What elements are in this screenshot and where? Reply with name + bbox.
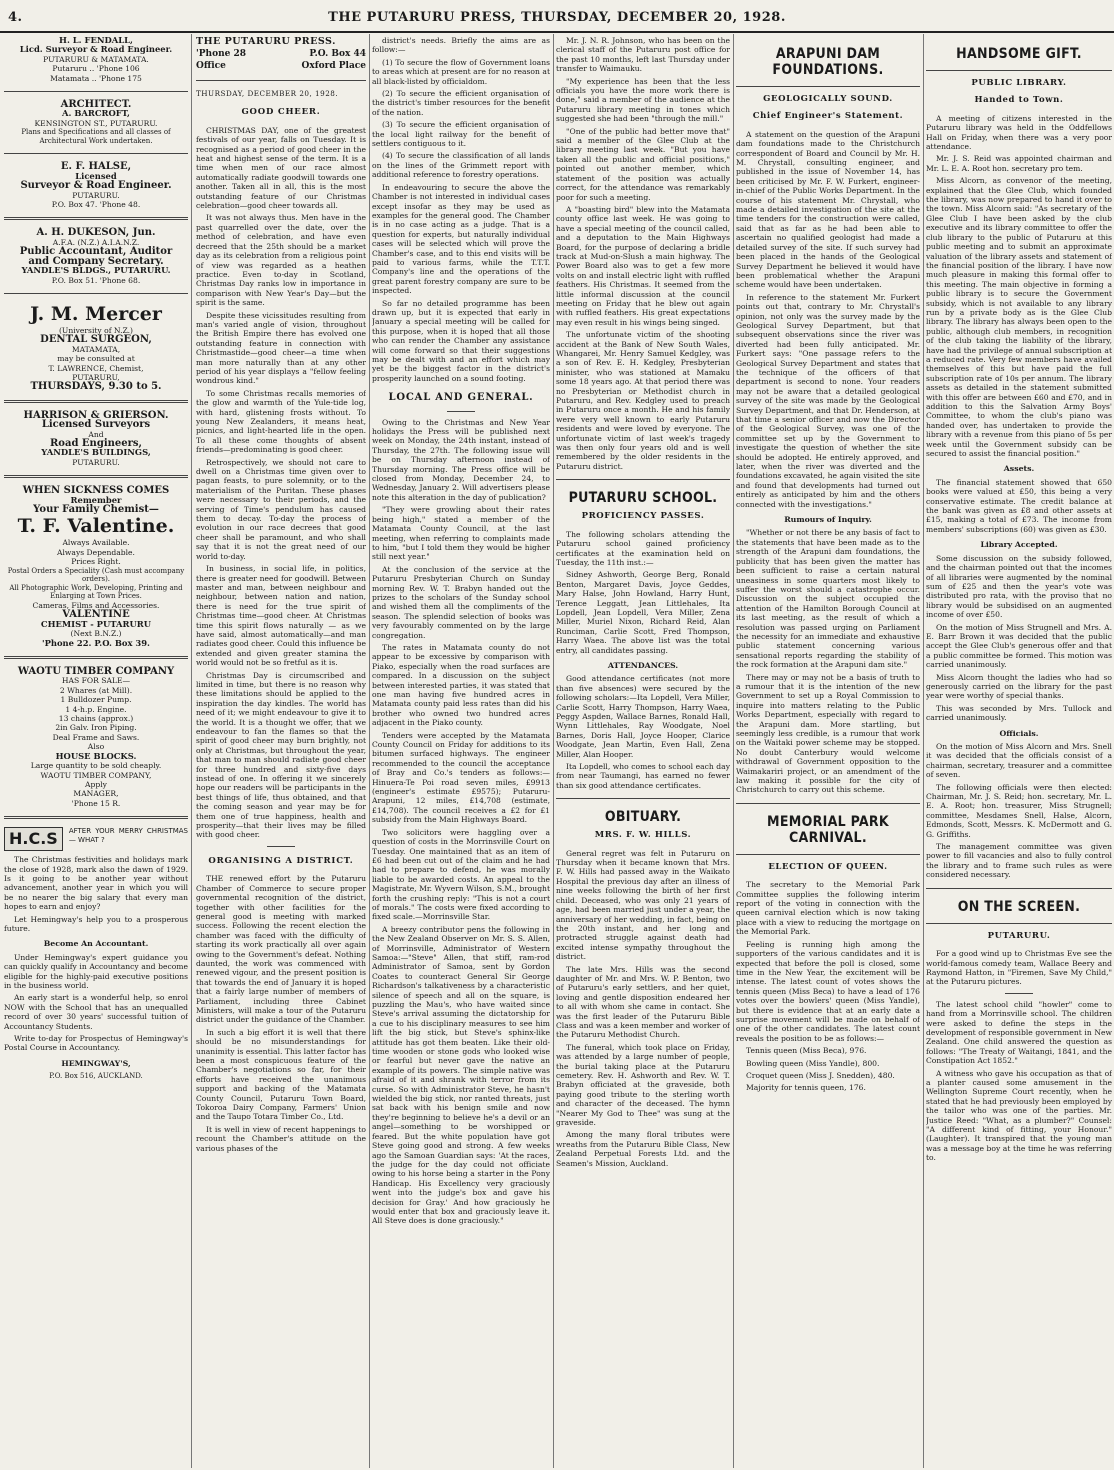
article-heading: OBITUARY. [604, 809, 682, 826]
ad-architect: ARCHITECT. A. BARCROFT, KENSINGTON ST., PUTARURU. Plans and Specifications and all classes of Architectural Work undertaken. [21, 99, 171, 145]
article-heading: LOCAL AND GENERAL. [388, 392, 534, 404]
column-advertisements [4, 36, 188, 1466]
column-editorial: THE PUTARURU PRESS. 'Phone 28 P.O. Box 44 Office Oxford Place THURSDAY, DECEMBER 20, 1928. GOOD CHEER. CHRISTMAS DAY, one of the greatest festivals of our year, falls on Tuesday. It is recognised as a period of good cheer in the heat and highest sense of the term. It is a time when men of our race almost automatically radiate goodwill towards one another. Taken all in all, this is the most outstanding feature of our Christmas celebration—good cheer towards all. It was not always thus. Men have in the past quarrelled over the date, over the method of celebration, and have even decreed that the 25th should be a market day as its celebration from a religious point of view was regarded as a heathen practice. Even to-day in Scotland, Christmas Day ranks low in importance in comparison with New Year's Day—but the spirit is the same. Despite these vicissitudes resulting from man's varied angle of vision, throughout the British Empire there has evolved one outstanding feature in connection with Christmastide—good cheer—a time when man more naturally than at any other period of his year displays a "fellow feeling wondrous kind." To some Christmas recalls memories of the glow and warmth of the Yule-tide log, with hard, glistening frosts without. To young New Zealanders, it means heat, picnics, and light-hearted life in the open. To all these come thoughts of absent friends—predominating is good cheer. Retrospectively, we should not care to dwell on a Christmas time given over to pagan feasts, to pure solemnity, or to the materialism of the Puritan. These phases were necessary to their periods, and the serving of Time's pendulum has caused them to decay. To-day the process of evolution in our race decrees that good cheer shall be paramount, and who shall say that it is not the great need of our world to-day. In business, in social life, in politics, there is greater need for goodwill. Between master and man, between neighbour and neighbour, between nation and nation, there is need for the true spirit of Christmas time—good cheer. At Christmas time this spirit flows naturally — as we have said, almost automatically—and man radiates good cheer. Could this influence be extended and given greater stamina the world would not be so fretful as it is. Christmas Day is circumscribed and limited in time, but there is no reason why these limitations should be applied to the inspiration the day kindles. The world has need of it; we might endeavour to give it to the world. It is a thought we offer, that we endeavour to fan the flames so that the spirit of good cheer may burn brightly, not only at Christmas, but throughout the year, that man to man should radiate good cheer for three hundred and sixty-five days instead of one. In offering it we sincerely hope our readers will be participants in the best things of life, thus obtained, and that the coming season and year may be for them one of true happiness, health and prosperity—that their lives may be filled with good cheer. ORGANISING A DISTRICT. THE renewed effort by the Putaruru Chamber of Commerce to secure proper governmental recognition of the district, together with other facilities for the general good is meeting with marked success. Following the recent election the chamber was faced with the difficulty of starting its work practically all over again owing to the Government's defeat. Nothing daunted, the work was commenced with renewed vigour, and the present position is that towards the end of January it is hoped that a fairly large number of members of Parliament, including three Cabinet Ministers, will make a tour of the Putaruru district under the guidance of the Chamber. In such a big effort it is well that there should be no misunderstandings for unanimity is essential. This latter factor has been a most conspicuous feature of the Chamber's negotiations so far, for their efforts have received the unanimous support and backing of the Matamata County Council, Putaruru Town Board, Tokoroa Dairy Company, Farmers' Union and the Taupo Totara Timber Co., Ltd. It is well in view of recent happenings to recount the Chamber's attitude on the various phases of the [196, 36, 366, 1153]
hcs-logo: H.C.S [4, 827, 63, 851]
ad-dukeson: A. H. DUKESON, Jun. A.F.A. (N.Z.) A.I.A.N.Z. Public Accountant, Auditor and Company Secretary. YANDLE'S BLDGS., PUTARURU. P.O. Box 51. 'Phone 68. [19, 227, 173, 285]
masthead-rule [0, 31, 1114, 33]
page-number: 4. [8, 10, 23, 25]
ad-halse: E. F. HALSE, Licensed Surveyor & Road Engineer. PUTARURU. P.O. Box 47. 'Phone 48. [20, 161, 172, 210]
masthead-title: THE PUTARURU PRESS, THURSDAY, DECEMBER 20, 1928. [328, 10, 786, 25]
ad-hemingways: H.C.S AFTER YOUR MERRY CHRISTMAS— WHAT ? The Christmas festivities and holidays mark the close of 1928, mark also the dawn of 1929. Is it going to be another year without advancement, another year in which you will be no nearer the big salary that every man hopes to earn and enjoy? Let Hemingway's help you to a prosperous future. Become An Accountant. Under Hemingway's expert guidance you can quickly qualify in Accountancy and become eligible for the highly-paid executive positions in the business world. An early start is a wonderful help, so enrol NOW with the School that has an unequalled record of over 30 years' successful tuition of Accountancy Students. Write to-day for Prospectus of Hemingway's Postal Course in Accountancy. HEMINGWAY'S, P.O. Box 516, AUCKLAND. [4, 827, 188, 1081]
column-divider [191, 34, 192, 1468]
ad-fendall: H. L. FENDALL, Licd. Surveyor & Road Engineer. PUTARURU & MATAMATA. Putaruru .. 'Phone 106 Matamata .. 'Phone 175 [19, 36, 173, 83]
ad-valentine: WHEN SICKNESS COMES Remember Your Family Chemist— T. F. Valentine. Always Available. Always Dependable. Prices Right. Postal Orders a Speciality (Cash must accompany orders). All Photographic Work, Developing, Printing and Enlarging at Town Prices. Cameras, Films and Accessories. VALENTINE CHEMIST - PUTARURU (Next B.N.Z.) 'Phone 22. P.O. Box 39. [7, 485, 185, 648]
ad-harrison-grierson: HARRISON & GRIERSON. Licensed Surveyors And Road Engineers, YANDLE'S BUILDINGS, PUTARURU. [23, 409, 169, 467]
column-arapuni: ARAPUNI DAM FOUNDATIONS. GEOLOGICALLY SOUND. Chief Engineer's Statement. A statement on the question of the Arapuni dam foundations made to the Christchurch correspondent of Board and Council by Mr. H. M. Chrystall, consulting engineer, and published in the issue of November 14, has been criticised by Mr. F. W. Furkert, engineer-in-chief of the Public Works Department. In the course of his statement Mr. Chrystall, who made a detailed investigation of the site at the time tenders for the construction were called, said that as far as he had been able to ascertain no qualified geologist had made a detailed survey of the site. If such survey had been placed in the hands of the Geological Survey Department he believed it would have been problematical whether the Arapuni scheme would have been undertaken. In reference to the statement Mr. Furkert points out that, contrary to Mr. Chrystall's opinion, not only was the survey made by the Geological Survey Department, but that subsequent observations since the river was diverted had been fully anticipated. Mr. Furkert says: "One passage refers to the Geological Survey Department and states that the technique of the officers of that department is second to none. Your readers may not be aware that a detailed geological survey of the site was made by the Geological Survey Department, and that Dr. Henderson, at that time a senior officer and now the Director of the Geological Survey, was one of the committee set up by the Government to investigate the question of whether the site should be adopted. He entirely approved, and later, when the river was diverted and the foundations excavated, he again visited the site and found that developments had turned out entirely as anticipated by him and the others connected with the investigations." Rumours of Inquiry. "Whether or not there be any basis of fact to the statements that have been made as to the strength of the Arapuni dam foundations, the publicity that has been given the matter has been sufficient to raise a certain natural uneasiness in some quarters most likely to suffer the worst should a catastrophe occur. Discussion on the subject occupied the attention of the Hamilton Borough Council at its last meeting, as the result of which a resolution was passed urging on Parliament the necessity for an immediate and exhaustive public statement concerning various sensational reports regarding the stability of the rock formation at the Arapuni dam site." There may or may not be a basis of truth to a rumour that it is the intention of the new Government to set up a Royal Commission to inquire into matters relating to the Public Works Department, especially with regard to the Arapuni dam. More startling, but seemingly less credible, is a rumour that work on the Waitaki power scheme may be stopped. No doubt Canterbury would welcome withdrawal of Government opposition to the Waimakariri project, or an amendment of the law making it possible for the city of Christchurch to carry out this scheme. MEMORIAL PARK CARNIVAL. ELECTION OF QUEEN. The secretary to the Memorial Park Committee supplies the following interim report of the voting in connection with the queen carnival election which is now taking place with a view to reducing the mortgage on the Memorial Park. Feeling is running high among the supporters of the various candidates and it is expected that before the poll is closed, some time in the New Year, the excitement will be intense. The latest count of votes shows the tennis queen (Miss Beca) to have a lead of 176 votes over the bowlers' queen (Miss Yandle), but there is evidence that at an early date a surprise movement will be made on behalf of one of the other candidates. The latest count reveals the position to be as follows:— Tennis queen (Miss Beca), 976. Bowling queen (Miss Yandle), 800. Croquet queen (Miss J. Snedden), 480. Majority for tennis queen, 176. [736, 46, 920, 1093]
ad-mercer: J. M. Mercer (University of N.Z.) DENTAL SURGEON, MATAMATA, may be consulted at T. LAWRENCE, Chemist, PUTARURU, THURSDAYS, 9.30 to 5. [30, 302, 162, 393]
hcs-tagline: AFTER YOUR MERRY CHRISTMAS— WHAT ? [68, 827, 188, 844]
column-divider [369, 34, 370, 1468]
column-divider [553, 34, 554, 1468]
ad-waotu-timber: WAOTU TIMBER COMPANY HAS FOR SALE— 2 Whares (at Mill). 1 Bulldozer Pump. 1 4-h.p. Engine. 13 chains (approx.) 2in Galv. Iron Piping. Deal Frame and Saws. Also HOUSE BLOCKS. Large quantity to be sold cheaply. WAOTU TIMBER COMPANY, Apply MANAGER, 'Phone 15 R. [17, 666, 175, 808]
article-heading: ORGANISING A DISTRICT. [208, 855, 354, 866]
paper-info-box: THE PUTARURU PRESS. 'Phone 28 P.O. Box 44 Office Oxford Place [196, 36, 366, 71]
article-heading: ARAPUNI DAM FOUNDATIONS. [772, 46, 884, 78]
column-local-general: district's needs. Briefly the aims are as follow:— (1) To secure the flow of Government loans to areas which at present are for no reason at all black-listed by officialdom. (2) To secure the efficient organisation of the district's timber resources for the benefit of the nation. (3) To secure the efficient organisation of the local light railway for the benefit of settlers contiguous to it. (4) To secure the classification of all lands on the lines of the Grimmett report with additional reference to forestry operations. In endeavouring to secure the above the Chamber is not interested in individual cases except insofar as they may be used as examples for the general good. The Chamber is in no case acting as a judge. That is a question for experts, but naturally individual cases will be selected which will prove the Chamber's case, and to this end visits will be paid to various farms, while the T.T.T. Company's line and the operations of the great parent forestry company are sure to be inspected. So far no detailed programme has been drawn up, but it is expected that early in January a special meeting will be called for this purpose, when it is hoped that all those who can render the Chamber any assistance will come forward so that their suggestions may be dealt with and an effort which may yet be the biggest factor in the district's prosperity launched on a sound footing. LOCAL AND GENERAL. Owing to the Christmas and New Year holidays the Press will be published next week on Monday, the 24th instant, instead of Thursday, the 27th. The following issue will be on Thursday afternoon instead of Thursday morning. The Press office will be closed from Monday, December 24, to Wednesday, January 2. Will advertisers please note this alteration in the day of publication? "They were growling about their rates being high," stated a member of the Matamata County Council, at the last meeting, when referring to complaints made to him, "but I told them they would be higher still next year." At the conclusion of the service at the Putaruru Presbyterian Church on Sunday morning Rev. W. T. Brabyn handed out the prizes to the scholars of the Sunday school and wished them all the compliments of the season. The splendid selection of books was very favourably commented on by the large congregation. The rates in Matamata county do not appear to be excessive by comparison with Piako, especially when the road surfaces are compared. In a discussion on the subject between interested parties, it was stated that one man having five hundred acres in Matamata county paid less rates than did his brother who owned two hundred acres adjacent in the Piako county. Tenders were accepted by the Matamata County Council on Friday for additions to its bitumen surfaced highways. The engineer recommended to the council the acceptance of Bray and Co.'s tenders as follows:—Hinuera-Te Poi road seven miles, £9913 (engineer's estimate £9575); Putaruru-Arapuni, 12 miles, £14,708 (estimate, £14,708). The council receives a £2 for £1 subsidy from the Main Highways Board. Two solicitors were haggling over a question of costs in the Morrinsville Court on Tuesday. One maintained that as an item of £6 had been cut out of the claim and he had had to prepare to defend, he was morally liable to be awarded costs. An appeal to the Magistrate, Mr. Wyvern Wilson, S.M., brought forth the crushing reply: "This is not a court of morals." The costs were fixed according to fixed scale.—Morrinsville Star. A breezy contributor pens the following in the New Zealand Observer on Mr. S. S. Allen, of Morrinsville, Administrator of Western Samoa:—"Steve" Allen, that stiff, ram-rod Administrator of Samoa, sent by Gordon Coates to counteract General Sir George Richardson's talkativeness by a characteristic silence of speech and all on the square, is puzzling the Mau's, who have waited since Steve's arrival assuming the dictatorship for a cue to his disciplinary measures to see him lift the big stick, but Steve's sphinx-like attitude has got them beaten. Like their old-time wooden or stone gods who looked wise or fearful but never gave the native an example of its powers. The simple native was afraid of it and shrank with terror from its curse. So with Administrator Steve, he hasn't wielded the big stick, nor ranted threats, just sat back with his benign smile and now they're beginning to believe he's a devil or an angel—something to be worshipped or feared. But the white population have got Steve going good and strong. A few weeks ago the Samoan Guardian says: 'At the races, the judge for the day could not officiate owing to his horse being a starter in the Pony Handicap. His Excellency very graciously went into the judge's box and gave his decision for Gray.' And how graciously he would enter that box and graciously leave it. All Steve does is done graciously." [372, 36, 550, 1226]
article-heading: HANDSOME GIFT. [956, 46, 1082, 62]
column-library: HANDSOME GIFT. PUBLIC LIBRARY. Handed to Town. A meeting of citizens interested in the Putaruru library was held in the Oddfellows Hall on Friday, when there was a very poor attendance. Mr. J. S. Reid was appointed chairman and Mr. L. E. A. Root hon. secretary pro tem. Miss Alcorn, as convenor of the meeting, explained that the Glee Club, which founded the library, was now prepared to hand it over to the town. Miss Alcorn said: "As secretary of the Glee Club I have been asked by the club executive and its library committee to offer the club library to the public of Putaruru at this public meeting and to submit an approximate valuation of the library assets and statement of the financial position of the library. I have now much pleasure in making this formal offer to this meeting. The main objective in forming a public library is to secure the Government subsidy, which is not available to any library run by a private body as is the Glee Club library. The library has always been open to the public, although club members, in recognition of the club taking the liability of the library, have had the privilege of annual subscription at a reduced rate. Very few members have availed themselves of this but have paid the full subscription rate of 10s per annum. The library assets as detailed in the statement submitted with this offer are between £60 and £70, and in addition to this the Salvation Army Boys' Committee, to whom the club's piano was handed over, has undertaken to provide the library with a revenue from this piano of 5s per week until the Government subsidy can be secured to assist the financial position." Assets. The financial statement showed that 650 books were valued at £50, this being a very conservative estimate. The credit balance at the bank was given as £8 and other assets at £15, making a total of £73. The income from members' subscriptions (60) was given as £30. Library Accepted. Some discussion on the subsidy followed, and the chairman pointed out that the incomes of all libraries were augmented by the nominal sum of £25 and then the year's vote was distributed pro rata, with the proviso that no library would be subsidised on an augmented income of over £50. On the motion of Miss Strugnell and Mrs. A. E. Barr Brown it was decided that the public accept the Glee Club's generous offer and that a public committee be formed. This motion was carried unanimously. Miss Alcorn thought the ladies who had so generously carried on the library for the past year were worthy of special thanks. This was seconded by Mrs. Tullock and carried unanimously. Officials. On the motion of Miss Alcorn and Mrs. Snell it was decided that the officials consist of a chairman, secretary, treasurer and a committee of seven. The following officials were then elected: Chairman, Mr. J. S. Reid; hon. secretary, Mr. L. E. A. Root; hon. treasurer, Miss Strugnell; committee, Mesdames Snell, Halse, Alcorn, Edmonds, Scott, Messrs. K. McDermott and G. G. Griffiths. The management committee was given power to fill vacancies and also to fully control the library and to frame such rules as were considered necessary. ON THE SCREEN. PUTARURU. For a good wind up to Christmas Eve see the world-famous comedy team, Wallace Beery and Raymond Hatton, in "Firemen, Save My Child," at the Putaruru pictures. The latest school child "howler" come to hand from a Morrinsville school. The children were asked to define the steps in the development of responsible government in New Zealand. One child answered the question as follows: "The Treaty of Waitangi, 1841, and the Constipation Act 1852." A witness who gave his occupation as that of a planter caused some amusement in the Wellington Supreme Court recently, when he stated that he had previously been employed by the tailor who was one of the parties. Mr. Justice Reed: "What, as a plumber?" Counsel: "A different kind of fitting, your Honour." (Laughter). It transpired that the young man was a message boy at the time he was referring to. [926, 46, 1112, 1163]
column-news: Mr. J. N. R. Johnson, who has been on the clerical staff of the Putaruru post office for the past 10 months, left last Thursday under transfer to Waimauku. "My experience has been that the less officials you have the more work there is done," said a member of the audience at the Putaruru library meeting in tones which suggested she had been "through the mill." "One of the public had better move that" said a member of the Glee Club at the library meeting last week. "But you have taken all the public and official positions," pointed out another member, which statement of the position was actually correct, for the attendance was remarkably poor for such a meeting. A "boasting bird" blew into the Matamata county office last week. He was going to have a special meeting of the council called, and a deputation to the Main Highways Board, for the purpose of declaring a bridle track at Mud-on-Slush a main highway. The Power Board also was to get a few more volts on and install electric light with ruffled feathers. His Christmas. It seemed from the little informal discussion at the council meeting on Friday that he blew out again with ruffled feathers. His great expectations may even result in his wings being singed. The unfortunate victim of the shooting accident at the Bank of New South Wales, Whangarei, Mr. Henry Samuel Kedgley, was a son of Rev. E. H. Kedgley, Presbyterian minister, who was stationed at Mamaku some 18 years ago. At that period there was no Presbyterian or Methodist church in Putaruru, and Rev. Kedgley used to preach in Putaruru once a month. He and his family were very well known to early Putaruru residents and were loved by everyone. The unfortunate victim of last week's tragedy was then only four years old and is well remembered by the older residents in the Putaruru district. PUTARURU SCHOOL. PROFICIENCY PASSES. The following scholars attending the Putaruru school gained proficiency certificates at the examination held on Tuesday, the 11th inst.:— Sidney Ashworth, George Berg, Ronald Benton, Margaret Davis, Joyce Geddes, Mary Halse, John Howland, Harry Hunt, Terence Leggatt, Jean Littlehales, Ita Lopdell, Jean Lopdell, Vera Miller, Zena Miller, Muriel Nixon, Richard Reid, Alan Runciman, Carlie Scott, Fred Thompson, Harry Waea. The above list was the total entry, all candidates passing. ATTENDANCES. Good attendance certificates (not more than five absences) were secured by the following scholars:—Ita Lopdell, Vera Miller, Carlie Scott, Harry Thompson, Harry Waea, Peggy Aspden, Wallace Barnes, Ronald Hall, Wynn Littlehales, Ray Woodgate, Noel Barnes, Doris Hall, Joyce Hooper, Clarice Woodgate, Jean Martin, Even Hall, Zena Miller, Alan Hooper. Ita Lopdell, who comes to school each day from near Taumangi, has earned no fewer than six good attendance certificates. OBITUARY. MRS. F. W. HILLS. General regret was felt in Putaruru on Thursday when it became known that Mrs. F. W. Hills had passed away in the Waikato Hospital the previous day after an illness of nine weeks following the birth of her first child. Deceased, who was only 21 years of age, had been married just under a year, the anniversary of her wedding, in fact, being on the 20th instant, and her long and protracted struggle against death had excited intense sympathy throughout the district. The late Mrs. Hills was the second daughter of Mr. and Mrs. W. P. Benton, two of Putaruru's early settlers, and her quiet, loving and gentle disposition endeared her to all with whom she came in contact. She was the first leader of the Putaruru Bible Class and was a keen member and worker of the Putaruru Methodist Church. The funeral, which took place on Friday, was attended by a large number of people, the burial taking place at the Putaruru cemetery. Rev. H. Ashworth and Rev. W. T. Brabyn officiated at the graveside, both paying good tribute to the sterling worth and character of the deceased. The hymn "Nearer My God to Thee" was sung at the graveside. Among the many floral tributes were wreaths from the Putaruru Bible Class, New Zealand Perpetual Forests Ltd. and the Seamen's Mission, Auckland. [556, 36, 730, 1168]
issue-date: THURSDAY, DECEMBER 20, 1928. [196, 89, 339, 98]
article-heading: MEMORIAL PARK CARNIVAL. [767, 813, 889, 846]
article-heading: GOOD CHEER. [241, 107, 321, 118]
column-divider [923, 34, 924, 1468]
column-divider [733, 34, 734, 1468]
article-heading: PUTARURU SCHOOL. [568, 490, 718, 507]
article-heading: ON THE SCREEN. [957, 898, 1081, 915]
masthead [0, 0, 1114, 32]
